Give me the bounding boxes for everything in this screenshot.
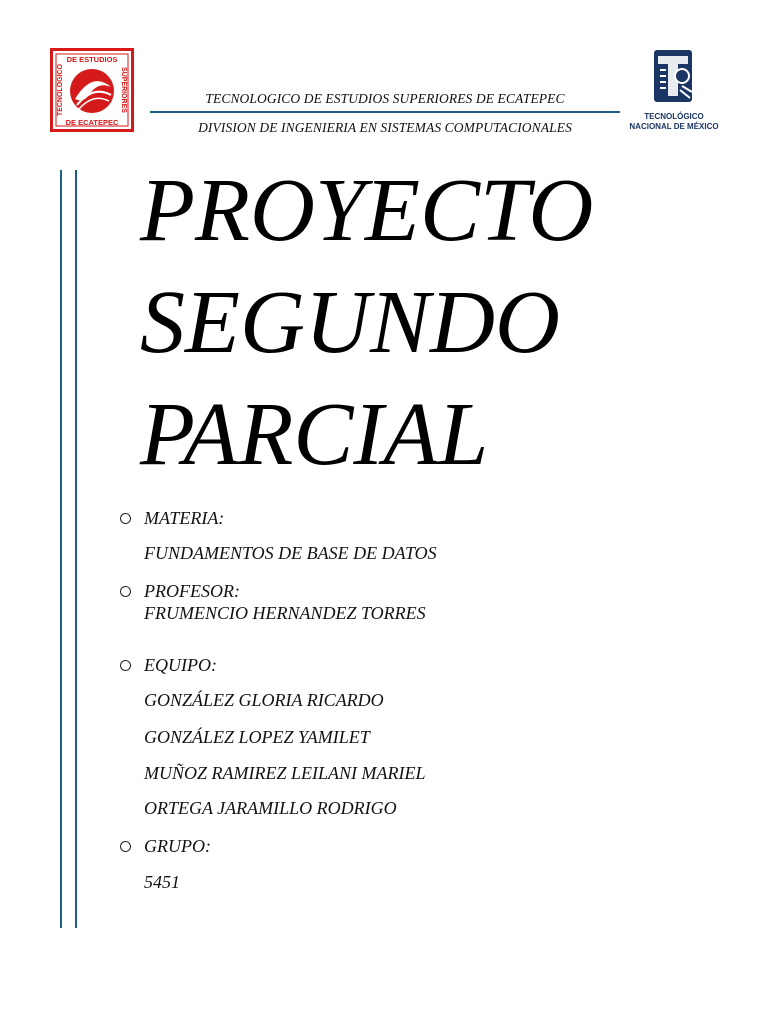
logo-text-bottom: DE ECATEPEC — [65, 118, 119, 127]
header-divider — [150, 111, 620, 113]
equipo-label: EQUIPO: — [144, 655, 217, 675]
tecnm-eagle-icon — [648, 46, 698, 112]
bullet-icon — [120, 513, 131, 524]
bullet-icon — [120, 586, 131, 597]
institution-name: TECNOLOGICO DE ESTUDIOS SUPERIORES DE ECATEPEC — [205, 91, 565, 106]
tecnm-logo — [626, 46, 722, 138]
equipo-member: GONZÁLEZ GLORIA RICARDO — [144, 690, 384, 710]
equipo-member: GONZÁLEZ LOPEZ YAMILET — [144, 727, 370, 747]
division-name: DIVISION DE INGENIERIA EN SISTEMAS COMPUTACIONALES — [198, 120, 572, 135]
left-margin-rule-outer — [60, 170, 62, 928]
grupo-label: GRUPO: — [144, 836, 211, 856]
materia-label: MATERIA: — [144, 508, 225, 528]
tese-logo-mark — [53, 51, 131, 129]
profesor-value: FRUMENCIO HERNANDEZ TORRES — [144, 603, 426, 623]
profesor-label: PROFESOR: — [144, 581, 240, 601]
equipo-member: ORTEGA JARAMILLO RODRIGO — [144, 798, 397, 818]
materia-value: FUNDAMENTOS DE BASE DE DATOS — [144, 543, 437, 563]
tecnm-logo-line1: TECNOLÓGICO — [644, 112, 704, 121]
logo-text-left: TECNOLOGICO — [57, 63, 64, 117]
bullet-icon — [120, 660, 131, 671]
logo-text-right: SUPERIORES — [120, 67, 127, 113]
bullet-icon — [120, 841, 131, 852]
tese-logo — [50, 48, 134, 132]
tecnm-logo-line2: NACIONAL DE MÉXICO — [629, 122, 719, 131]
title-line-3: PARCIAL — [140, 385, 489, 484]
logo-text-top: DE ESTUDIOS — [66, 55, 118, 64]
title-line-2: SEGUNDO — [140, 273, 560, 372]
document-title — [140, 155, 700, 491]
grupo-value: 5451 — [144, 872, 180, 892]
equipo-member: MUÑOZ RAMIREZ LEILANI MARIEL — [144, 763, 426, 783]
title-line-1: PROYECTO — [140, 161, 594, 260]
left-margin-rule-inner — [75, 170, 77, 928]
